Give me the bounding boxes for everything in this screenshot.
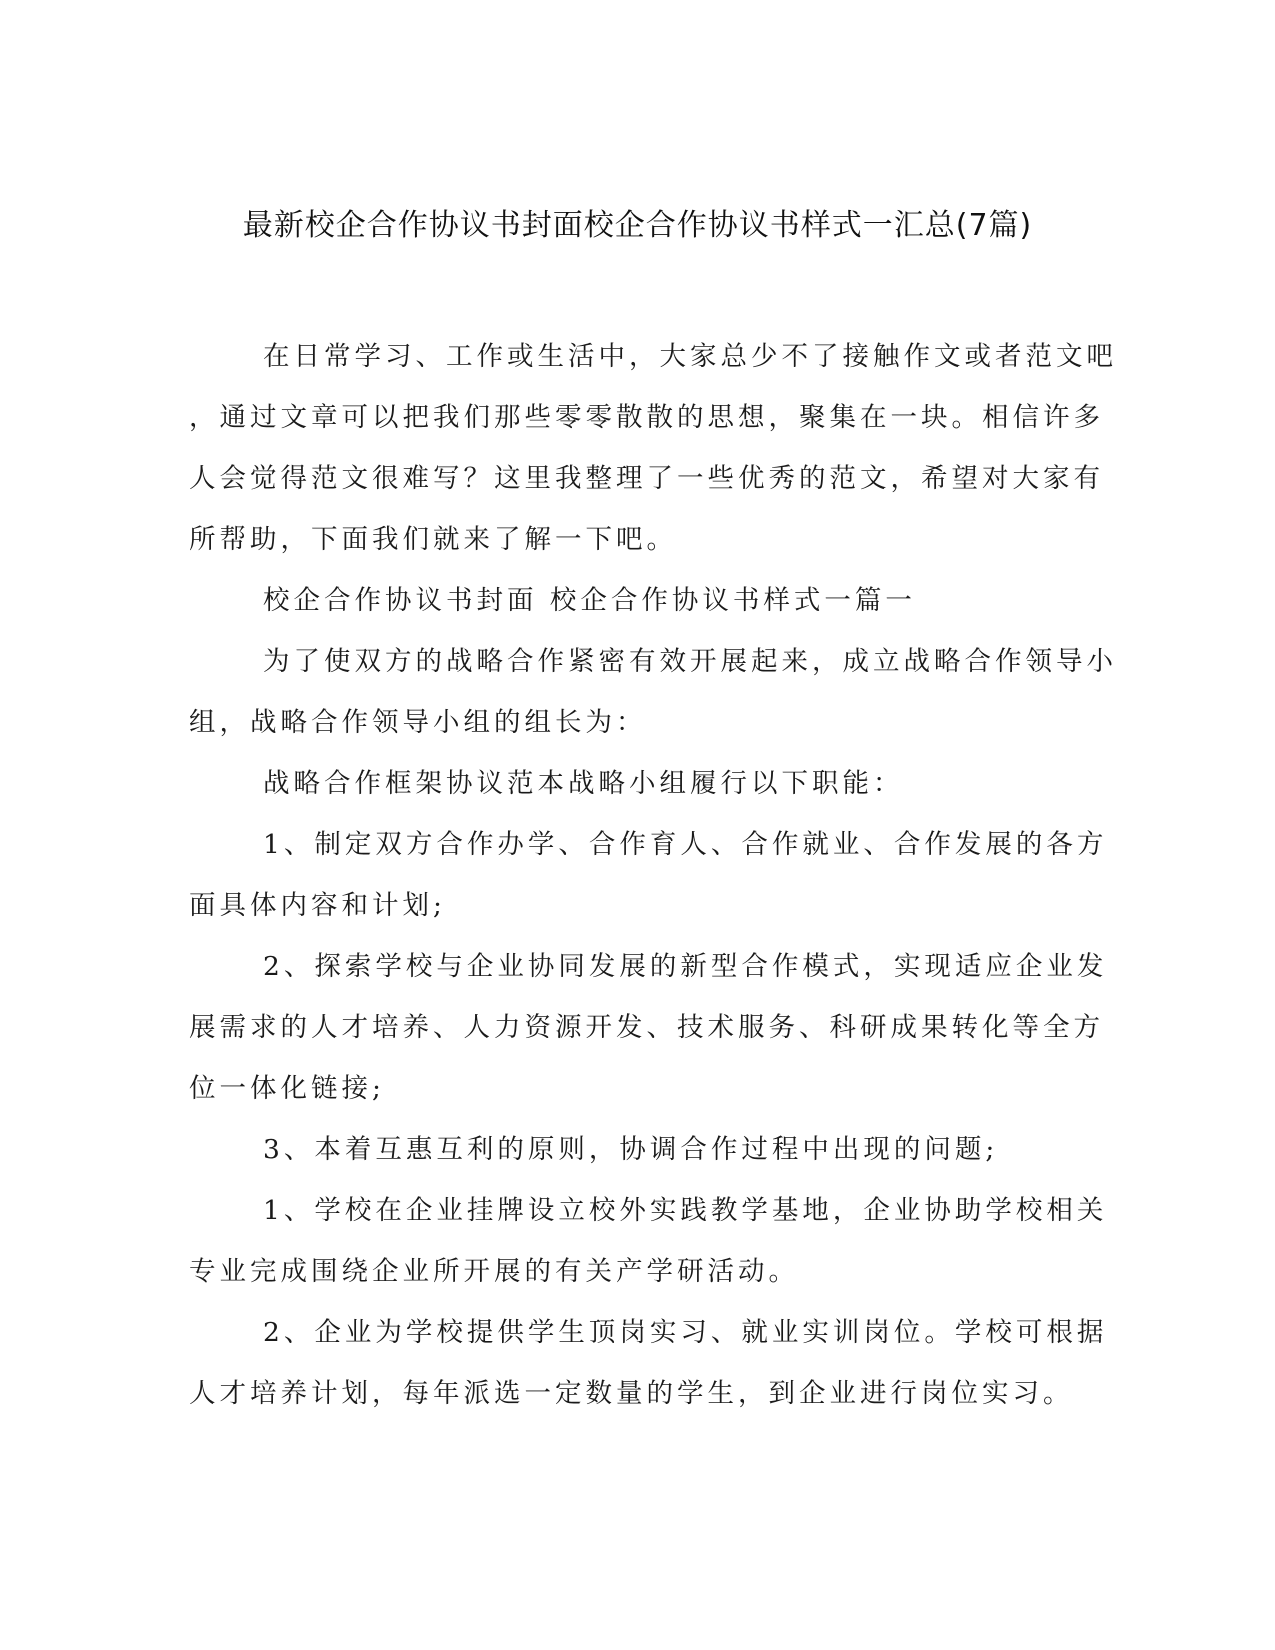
list-item-duty-2 xyxy=(189,936,1108,1119)
paragraph-line: 战略合作框架协议范本战略小组履行以下职能： xyxy=(263,768,904,799)
paragraph-line: 1、制定双方合作办学、合作育人、合作就业、合作发展的各方 xyxy=(263,829,1108,860)
paragraph-line: 在日常学习、工作或生活中，大家总少不了接触作文或者范文吧 xyxy=(263,341,1117,372)
list-item-duty-3 xyxy=(189,1119,1079,1180)
paragraph-leadership-group xyxy=(189,631,1117,753)
paragraph-line: 2、企业为学校提供学生顶岗实习、就业实训岗位。学校可根据 xyxy=(263,1317,1108,1348)
paragraph-line: 人才培养计划，每年派选一定数量的学生，到企业进行岗位实习。 xyxy=(189,1378,1074,1409)
paragraph-line: 位一体化链接; xyxy=(189,1073,385,1104)
list-item-cooperation-1 xyxy=(189,1180,1108,1302)
paragraph-line: 展需求的人才培养、人力资源开发、技术服务、科研成果转化等全方 xyxy=(189,1012,1104,1043)
document-title: 最新校企合作协议书封面校企合作协议书样式一汇总(7篇) xyxy=(242,208,1033,243)
paragraph-line: 面具体内容和计划; xyxy=(189,890,446,921)
paragraph-line: 1、学校在企业挂牌设立校外实践教学基地，企业协助学校相关 xyxy=(263,1195,1108,1226)
list-item-cooperation-2 xyxy=(189,1302,1108,1424)
paragraph-line: 所帮助，下面我们就来了解一下吧。 xyxy=(189,524,677,555)
list-item-duty-1 xyxy=(189,814,1108,936)
section-heading xyxy=(189,570,1079,631)
document-body xyxy=(189,326,1117,1424)
paragraph-line: 2、探索学校与企业协同发展的新型合作模式，实现适应企业发 xyxy=(263,951,1108,982)
paragraph-duties-intro xyxy=(189,753,1079,814)
paragraph-line: 为了使双方的战略合作紧密有效开展起来，成立战略合作领导小 xyxy=(263,646,1117,677)
paragraph-intro xyxy=(189,326,1117,570)
paragraph-line: 组，战略合作领导小组的组长为： xyxy=(189,707,647,738)
paragraph-line: 校企合作协议书封面 校企合作协议书样式一篇一 xyxy=(263,585,916,616)
paragraph-line: 人会觉得范文很难写？这里我整理了一些优秀的范文，希望对大家有 xyxy=(189,463,1104,494)
paragraph-line: 专业完成围绕企业所开展的有关产学研活动。 xyxy=(189,1256,799,1287)
paragraph-line: 3、本着互惠互利的原则，协调合作过程中出现的问题; xyxy=(263,1134,999,1165)
paragraph-line: ，通过文章可以把我们那些零零散散的思想，聚集在一块。相信许多 xyxy=(189,402,1104,433)
